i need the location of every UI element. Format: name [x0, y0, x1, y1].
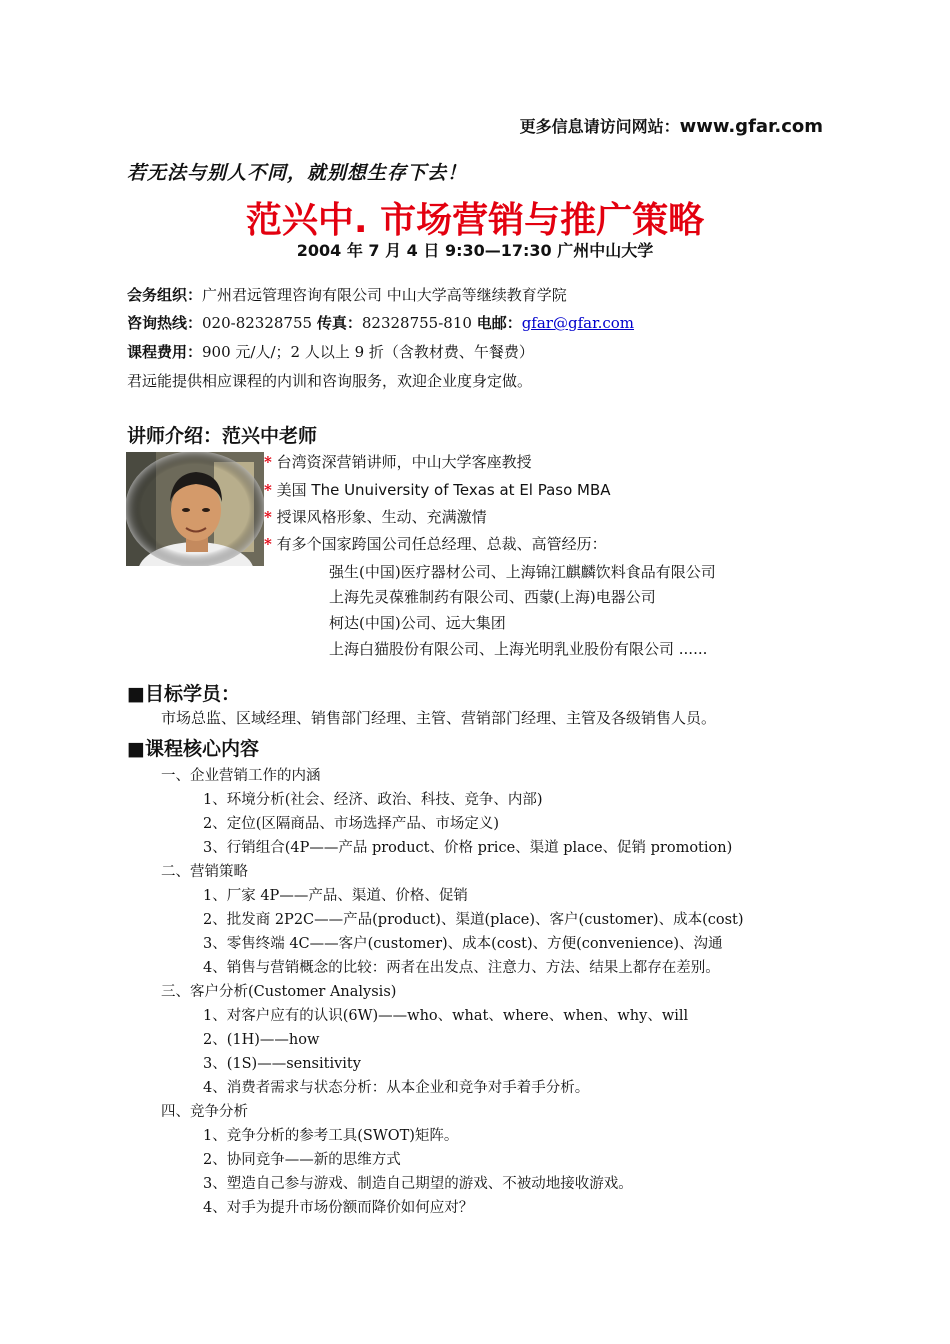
website-url-link[interactable]: www.gfar.com: [679, 116, 823, 137]
bio-item: [264, 533, 607, 554]
outline-item: 2、定位(区隔商品、市场选择产品、市场定义): [203, 816, 500, 832]
instructor-heading: 讲师介绍：范兴中老师: [127, 425, 318, 447]
company-line: 强生(中国)医疗器材公司、上海锦江麒麟饮料食品有限公司: [329, 563, 716, 581]
fee-line: [127, 341, 534, 362]
target-heading: ■目标学员：: [127, 683, 240, 705]
outline-item: 1、厂家 4P——产品、渠道、价格、促销: [203, 888, 468, 904]
outline-item: 3、零售终端 4C——客户(customer)、成本(cost)、方便(convenience)、沟通: [203, 936, 723, 952]
slogan: 若无法与别人不同，就别想生存下去！: [127, 162, 468, 184]
hotline-label: 咨询热线：: [127, 314, 203, 332]
bio-text: 美国 The Unuiversity of Texas at El Paso MBA: [276, 481, 611, 499]
fax-label: 传真：: [316, 314, 362, 332]
website-line: [520, 114, 823, 137]
outline-item: 3、塑造自己参与游戏、制造自己期望的游戏、不被动地接收游戏。: [203, 1176, 633, 1192]
company-line: 上海先灵葆雅制药有限公司、西蒙(上海)电器公司: [329, 588, 656, 606]
service-note: 君远能提供相应课程的内训和咨询服务，欢迎企业度身定做。: [127, 372, 533, 390]
outline-item: 3、(1S)——sensitivity: [203, 1056, 361, 1072]
bullet-star-icon: *: [264, 508, 272, 526]
bio-text: 有多个国家跨国公司任总经理、总裁、高管经历：: [276, 535, 607, 553]
outline-item: 2、协同竞争——新的思维方式: [203, 1152, 401, 1168]
website-label: 更多信息请访问网站：: [519, 117, 680, 136]
page-title: 范兴中. 市场营销与推广策略: [245, 200, 705, 241]
bullet-star-icon: *: [264, 481, 272, 499]
bio-text: 台湾资深营销讲师，中山大学客座教授: [276, 453, 532, 471]
date-location-line: 2004 年 7 月 4 日 9:30—17:30 广州中山大学: [296, 241, 654, 260]
organizer-value: 广州君远管理咨询有限公司 中山大学高等继续教育学院: [202, 286, 567, 304]
bio-item: [264, 479, 611, 500]
fee-label: 课程费用：: [127, 343, 203, 361]
hotline-value: 020-82328755: [202, 314, 317, 332]
section-title: 一、企业营销工作的内涵: [161, 768, 321, 784]
instructor-photo: [126, 452, 264, 566]
outline-item: 1、竞争分析的参考工具(SWOT)矩阵。: [203, 1128, 459, 1144]
section-title: 四、竞争分析: [161, 1104, 248, 1120]
email-label: 电邮：: [476, 314, 522, 332]
section-title: 二、营销策略: [161, 864, 248, 880]
bio-item: [264, 451, 532, 472]
bullet-star-icon: *: [264, 535, 272, 553]
company-line: 上海白猫股份有限公司、上海光明乳业股份有限公司 ......: [329, 640, 708, 658]
email-link[interactable]: gfar@gfar.com: [521, 314, 635, 332]
section-title: 三、客户分析(Customer Analysis): [161, 984, 397, 1000]
core-heading: ■课程核心内容: [127, 738, 259, 760]
fax-value: 82328755-810: [361, 314, 477, 332]
outline-item: 4、对手为提升市场份额而降价如何应对？: [203, 1200, 474, 1216]
outline-item: 2、(1H)——how: [203, 1032, 320, 1048]
company-line: 柯达(中国)公司、远大集团: [329, 614, 506, 632]
bio-item: [264, 506, 487, 527]
bullet-star-icon: *: [264, 453, 272, 471]
outline-item: 1、对客户应有的认识(6W)——who、what、where、when、why、will: [203, 1008, 689, 1024]
organizer-label: 会务组织：: [127, 286, 203, 304]
fee-value: 900 元/人/；2 人以上 9 折（含教材费、午餐费）: [202, 343, 534, 361]
outline-item: 3、行销组合(4P——产品 product、价格 price、渠道 place、促销 promotion): [203, 840, 733, 856]
target-text: 市场总监、区域经理、销售部门经理、主管、营销部门经理、主管及各级销售人员。: [161, 709, 717, 727]
organizer-line: [127, 284, 567, 305]
outline-item: 4、消费者需求与状态分析：从本企业和竞争对手着手分析。: [203, 1080, 590, 1096]
outline-item: 2、批发商 2P2C——产品(product)、渠道(place)、客户(customer)、成本(cost): [203, 912, 744, 928]
outline-item: 4、销售与营销概念的比较：两者在出发点、注意力、方法、结果上都存在差别。: [203, 960, 720, 976]
bio-text: 授课风格形象、生动、充满激情: [276, 508, 487, 526]
outline-item: 1、环境分析(社会、经济、政治、科技、竞争、内部): [203, 792, 543, 808]
contact-line: [127, 312, 634, 333]
